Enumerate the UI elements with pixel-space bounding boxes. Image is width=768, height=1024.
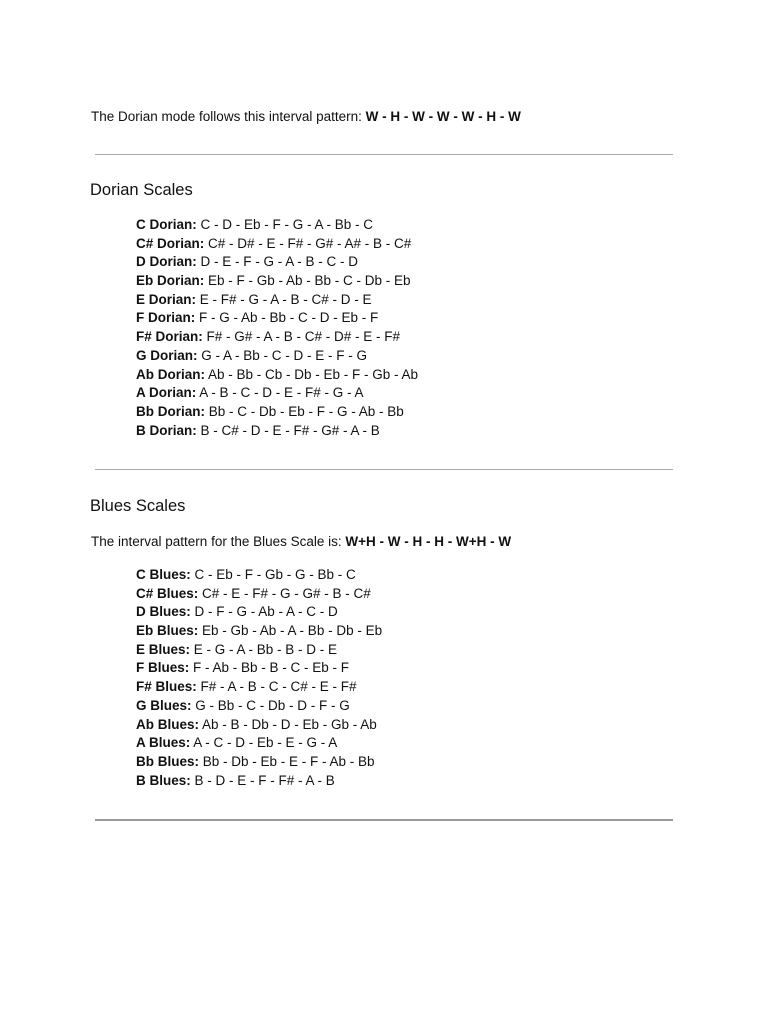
scale-name: F# Dorian: (136, 329, 203, 345)
scale-notes: C# - D# - E - F# - G# - A# - B - C# (204, 235, 412, 251)
scale-name: Eb Dorian: (136, 273, 205, 289)
scale-notes: Eb - F - Gb - Ab - Bb - C - Db - Eb (204, 273, 411, 289)
list-item-text (136, 328, 400, 347)
list-item-text (136, 272, 411, 291)
scale-notes: D - E - F - G - A - B - C - D (196, 254, 358, 270)
scale-notes: F# - G# - A - B - C# - D# - E - F# (202, 329, 401, 345)
list-item-text (136, 291, 372, 310)
scale-name: B Dorian: (136, 422, 197, 438)
scale-name: E Blues: (136, 641, 191, 657)
scale-name: G Dorian: (136, 347, 198, 363)
scale-notes: G - Bb - C - Db - D - F - G (191, 697, 350, 713)
dorian-interval-pattern: W - H - W - W - W - H - W (365, 109, 521, 124)
scale-name: B Blues: (136, 772, 191, 788)
scale-notes: B - D - E - F - F# - A - B (190, 772, 335, 788)
scale-notes: E - G - A - Bb - B - D - E (190, 641, 338, 657)
list-item-text (136, 347, 367, 366)
scale-notes: Eb - Gb - Ab - A - Bb - Db - Eb (198, 623, 383, 639)
scale-name: C# Blues: (136, 585, 199, 601)
scale-notes: Ab - B - Db - D - Eb - Gb - Ab (199, 716, 377, 732)
scale-name: C# Dorian: (136, 235, 205, 251)
dorian-intro (91, 108, 521, 126)
list-item-text (136, 216, 373, 235)
scale-notes: Ab - Bb - Cb - Db - Eb - F - Gb - Ab (205, 366, 419, 382)
section-divider (95, 154, 673, 155)
dorian-scales-heading: Dorian Scales (90, 181, 193, 199)
list-item-text (136, 253, 358, 272)
list-item-text (136, 366, 418, 385)
scale-notes: C - D - Eb - F - G - A - Bb - C (196, 217, 374, 232)
scale-notes: F - Ab - Bb - B - C - Eb - F (189, 660, 350, 676)
list-item-text (136, 585, 371, 604)
blues-scales-heading: Blues Scales (90, 497, 186, 515)
list-item-text (136, 734, 337, 753)
list-item-text (136, 678, 357, 697)
blues-intro-text: The interval pattern for the Blues Scale is: (91, 534, 346, 549)
section-divider (95, 469, 673, 470)
dorian-intro-text: The Dorian mode follows this interval pattern: (91, 109, 366, 124)
scale-notes: Bb - C - Db - Eb - F - G - Ab - Bb (205, 403, 404, 419)
blues-interval-pattern: W+H - W - H - H - W+H - W (345, 534, 512, 549)
scale-notes: B - C# - D - E - F# - G# - A - B (196, 422, 380, 438)
scale-name: C Blues: (136, 567, 191, 582)
scale-name: G Blues: (136, 697, 192, 713)
scale-notes: A - B - C - D - E - F# - G - A (196, 385, 364, 401)
list-item-text (136, 772, 335, 791)
scale-name: Ab Blues: (136, 716, 200, 732)
list-item-text (136, 603, 338, 622)
list-item-text (136, 403, 404, 422)
list-item-text (136, 716, 377, 735)
list-item-text (136, 697, 350, 716)
list-item-text (136, 659, 349, 678)
scale-name: F# Blues: (136, 679, 197, 695)
scale-name: Ab Dorian: (136, 366, 205, 382)
scale-name: F Blues: (136, 660, 190, 676)
scale-name: D Dorian: (136, 254, 197, 270)
scale-notes: C# - E - F# - G - G# - B - C# (198, 585, 371, 601)
scale-name: D Blues: (136, 604, 191, 620)
scale-name: Bb Dorian: (136, 403, 205, 419)
scale-name: C Dorian: (136, 217, 197, 232)
scale-name: E Dorian: (136, 291, 197, 307)
scale-notes: C - Eb - F - Gb - G - Bb - C (190, 567, 356, 582)
scale-notes: A - C - D - Eb - E - G - A (190, 735, 338, 751)
blues-intro (91, 533, 511, 551)
list-item-text (136, 641, 337, 660)
list-item-text (136, 422, 380, 441)
list-item-text (136, 235, 411, 254)
scale-name: A Dorian: (136, 385, 197, 401)
list-item-text (136, 566, 356, 585)
list-item-text (136, 753, 375, 772)
scale-notes: G - A - Bb - C - D - E - F - G (197, 347, 368, 363)
scale-name: A Blues: (136, 735, 191, 751)
list-item-text (136, 384, 364, 403)
scale-notes: E - F# - G - A - B - C# - D - E (196, 291, 372, 307)
scale-name: Bb Blues: (136, 753, 200, 769)
scale-notes: F - G - Ab - Bb - C - D - Eb - F (195, 310, 379, 326)
scale-notes: Bb - Db - Eb - E - F - Ab - Bb (199, 753, 375, 769)
scale-notes: F# - A - B - C - C# - E - F# (196, 679, 357, 695)
scale-notes: D - F - G - Ab - A - C - D (190, 604, 338, 620)
section-divider (95, 819, 673, 821)
scale-name: Eb Blues: (136, 623, 199, 639)
scale-name: F Dorian: (136, 310, 196, 326)
list-item-text (136, 622, 382, 641)
list-item-text (136, 309, 378, 328)
